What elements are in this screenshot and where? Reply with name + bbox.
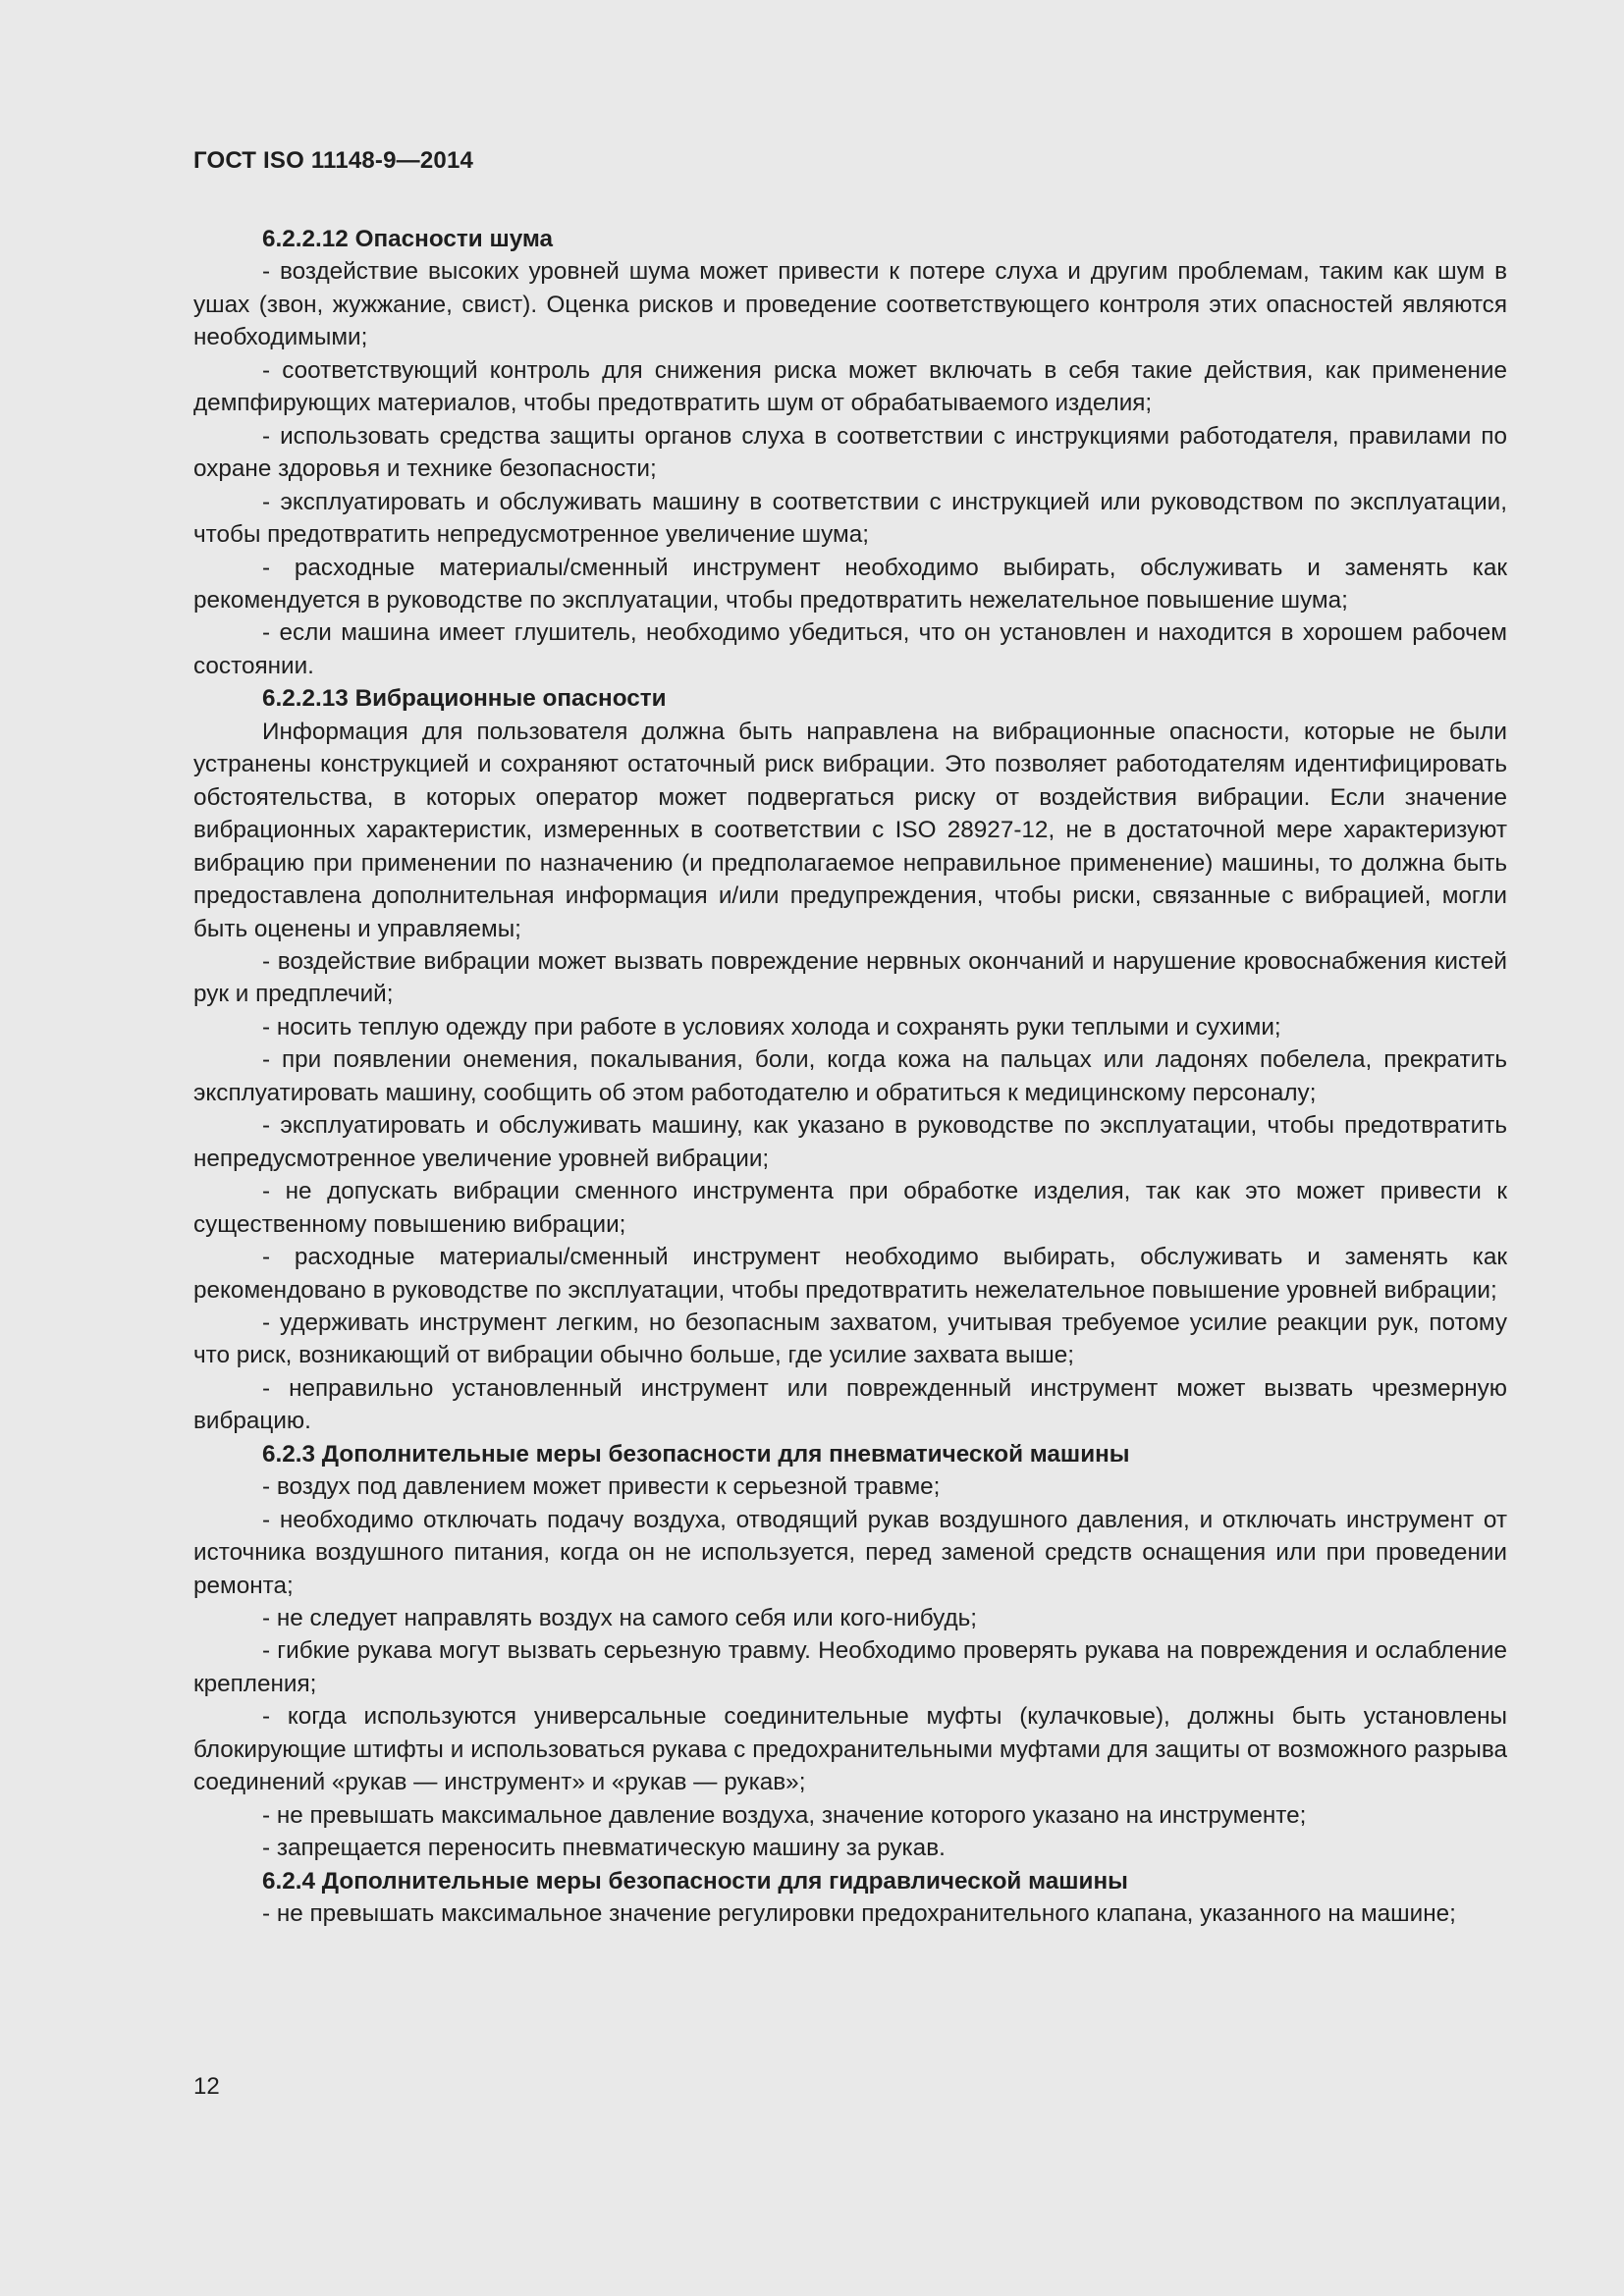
paragraph: - расходные материалы/сменный инструмент необходимо выбирать, обслуживать и заменять как рекомендуется в руководстве по эксплуатации, чтобы предотвратить нежелательное повышение шума; [193, 554, 1507, 614]
document-header: ГОСТ ISO 11148-9—2014 [193, 147, 474, 174]
paragraph: - эксплуатировать и обслуживать машину, как указано в руководстве по эксплуатации, чтобы предотвратить непредусмотренное увеличение уровней вибрации; [193, 1112, 1507, 1172]
paragraph: - запрещается переносить пневматическую машину за рукав. [262, 1835, 946, 1862]
paragraph: - не допускать вибрации сменного инструмента при обработке изделия, так как это может привести к существенному повышению вибрации; [193, 1178, 1507, 1238]
section-heading: 6.2.2.13 Вибрационные опасности [262, 685, 667, 713]
paragraph: - использовать средства защиты органов слуха в соответствии с инструкциями работодателя, правилами по охране здоровья и технике безопасности; [193, 422, 1507, 483]
paragraph: - эксплуатировать и обслуживать машину в соответствии с инструкцией или руководством по эксплуатации, чтобы предотвратить непредусмотренное увеличение шума; [193, 488, 1507, 549]
paragraph: - неправильно установленный инструмент или поврежденный инструмент может вызвать чрезмерную вибрацию. [193, 1374, 1507, 1435]
paragraph: - не следует направлять воздух на самого себя или кого-нибудь; [262, 1605, 978, 1632]
page-number: 12 [193, 2073, 220, 2100]
paragraph: - не превышать максимальное значение регулировки предохранительного клапана, указанного на машине; [262, 1900, 1456, 1928]
paragraph: - удерживать инструмент легким, но безопасным захватом, учитывая требуемое усилие реакции рук, потому что риск, возникающий от вибрации обычно больше, где усилие захвата выше; [193, 1308, 1507, 1369]
paragraph: - расходные материалы/сменный инструмент необходимо выбирать, обслуживать и заменять как рекомендовано в руководстве по эксплуатации, чтобы предотвратить нежелательное повышение уровней вибрации; [193, 1244, 1507, 1304]
paragraph: - соответствующий контроль для снижения риска может включать в себя такие действия, как применение демпфирующих материалов, чтобы предотвратить шум от обрабатываемого изделия; [193, 356, 1507, 417]
document-body [193, 223, 1507, 1931]
paragraph: Информация для пользователя должна быть направлена на вибрационные опасности, которые не были устранены конструкцией и сохраняют остаточный риск вибрации. Это позволяет работодателям идентифицировать обстоятельства, в которых оператор может подвергаться риску от воздействия вибрации. Если значение вибрационных характеристик, измеренных в соответствии с ISO 28927-12, не в достаточной мере характеризуют вибрацию при применении по назначению (и предполагаемое неправильное применение) машины, то должна быть предоставлена дополнительная информация и/или предупреждения, чтобы риски, связанные с вибрацией, могли быть оценены и управляемы; [193, 718, 1507, 942]
paragraph: - когда используются универсальные соединительные муфты (кулачковые), должны быть установлены блокирующие штифты и использоваться рукава с предохранительными муфтами для защиты от возможного разрыва соединений «рукав — инструмент» и «рукав — рукав»; [193, 1703, 1507, 1796]
paragraph: - гибкие рукава могут вызвать серьезную травму. Необходимо проверять рукава на повреждения и ослабление крепления; [193, 1637, 1507, 1697]
section-heading: 6.2.3 Дополнительные меры безопасности для пневматической машины [262, 1440, 1130, 1468]
paragraph: - носить теплую одежду при работе в условиях холода и сохранять руки теплыми и сухими; [262, 1013, 1281, 1041]
paragraph: - при появлении онемения, покалывания, боли, когда кожа на пальцах или ладонях побелела, прекратить эксплуатировать машину, сообщить об этом работодателю и обратиться к медицинскому персоналу; [193, 1046, 1507, 1106]
paragraph: - необходимо отключать подачу воздуха, отводящий рукав воздушного давления, и отключать инструмент от источника воздушного питания, когда он не используется, перед заменой средств оснащения или при проведении ремонта; [193, 1506, 1507, 1599]
paragraph: - воздействие вибрации может вызвать повреждение нервных окончаний и нарушение кровоснабжения кистей рук и предплечий; [193, 947, 1507, 1008]
paragraph: - воздух под давлением может привести к серьезной травме; [262, 1473, 941, 1501]
paragraph: - не превышать максимальное давление воздуха, значение которого указано на инструменте; [262, 1801, 1307, 1829]
document-page [193, 0, 1507, 2296]
paragraph: - воздействие высоких уровней шума может привести к потере слуха и другим проблемам, таким как шум в ушах (звон, жужжание, свист). Оценка рисков и проведение соответствующего контроля этих опасностей являются необходимыми; [193, 258, 1507, 351]
paragraph: - если машина имеет глушитель, необходимо убедиться, что он установлен и находится в хорошем рабочем состоянии. [193, 619, 1507, 679]
section-heading: 6.2.2.12 Опасности шума [262, 226, 554, 252]
section-heading: 6.2.4 Дополнительные меры безопасности для гидравлической машины [262, 1867, 1128, 1895]
